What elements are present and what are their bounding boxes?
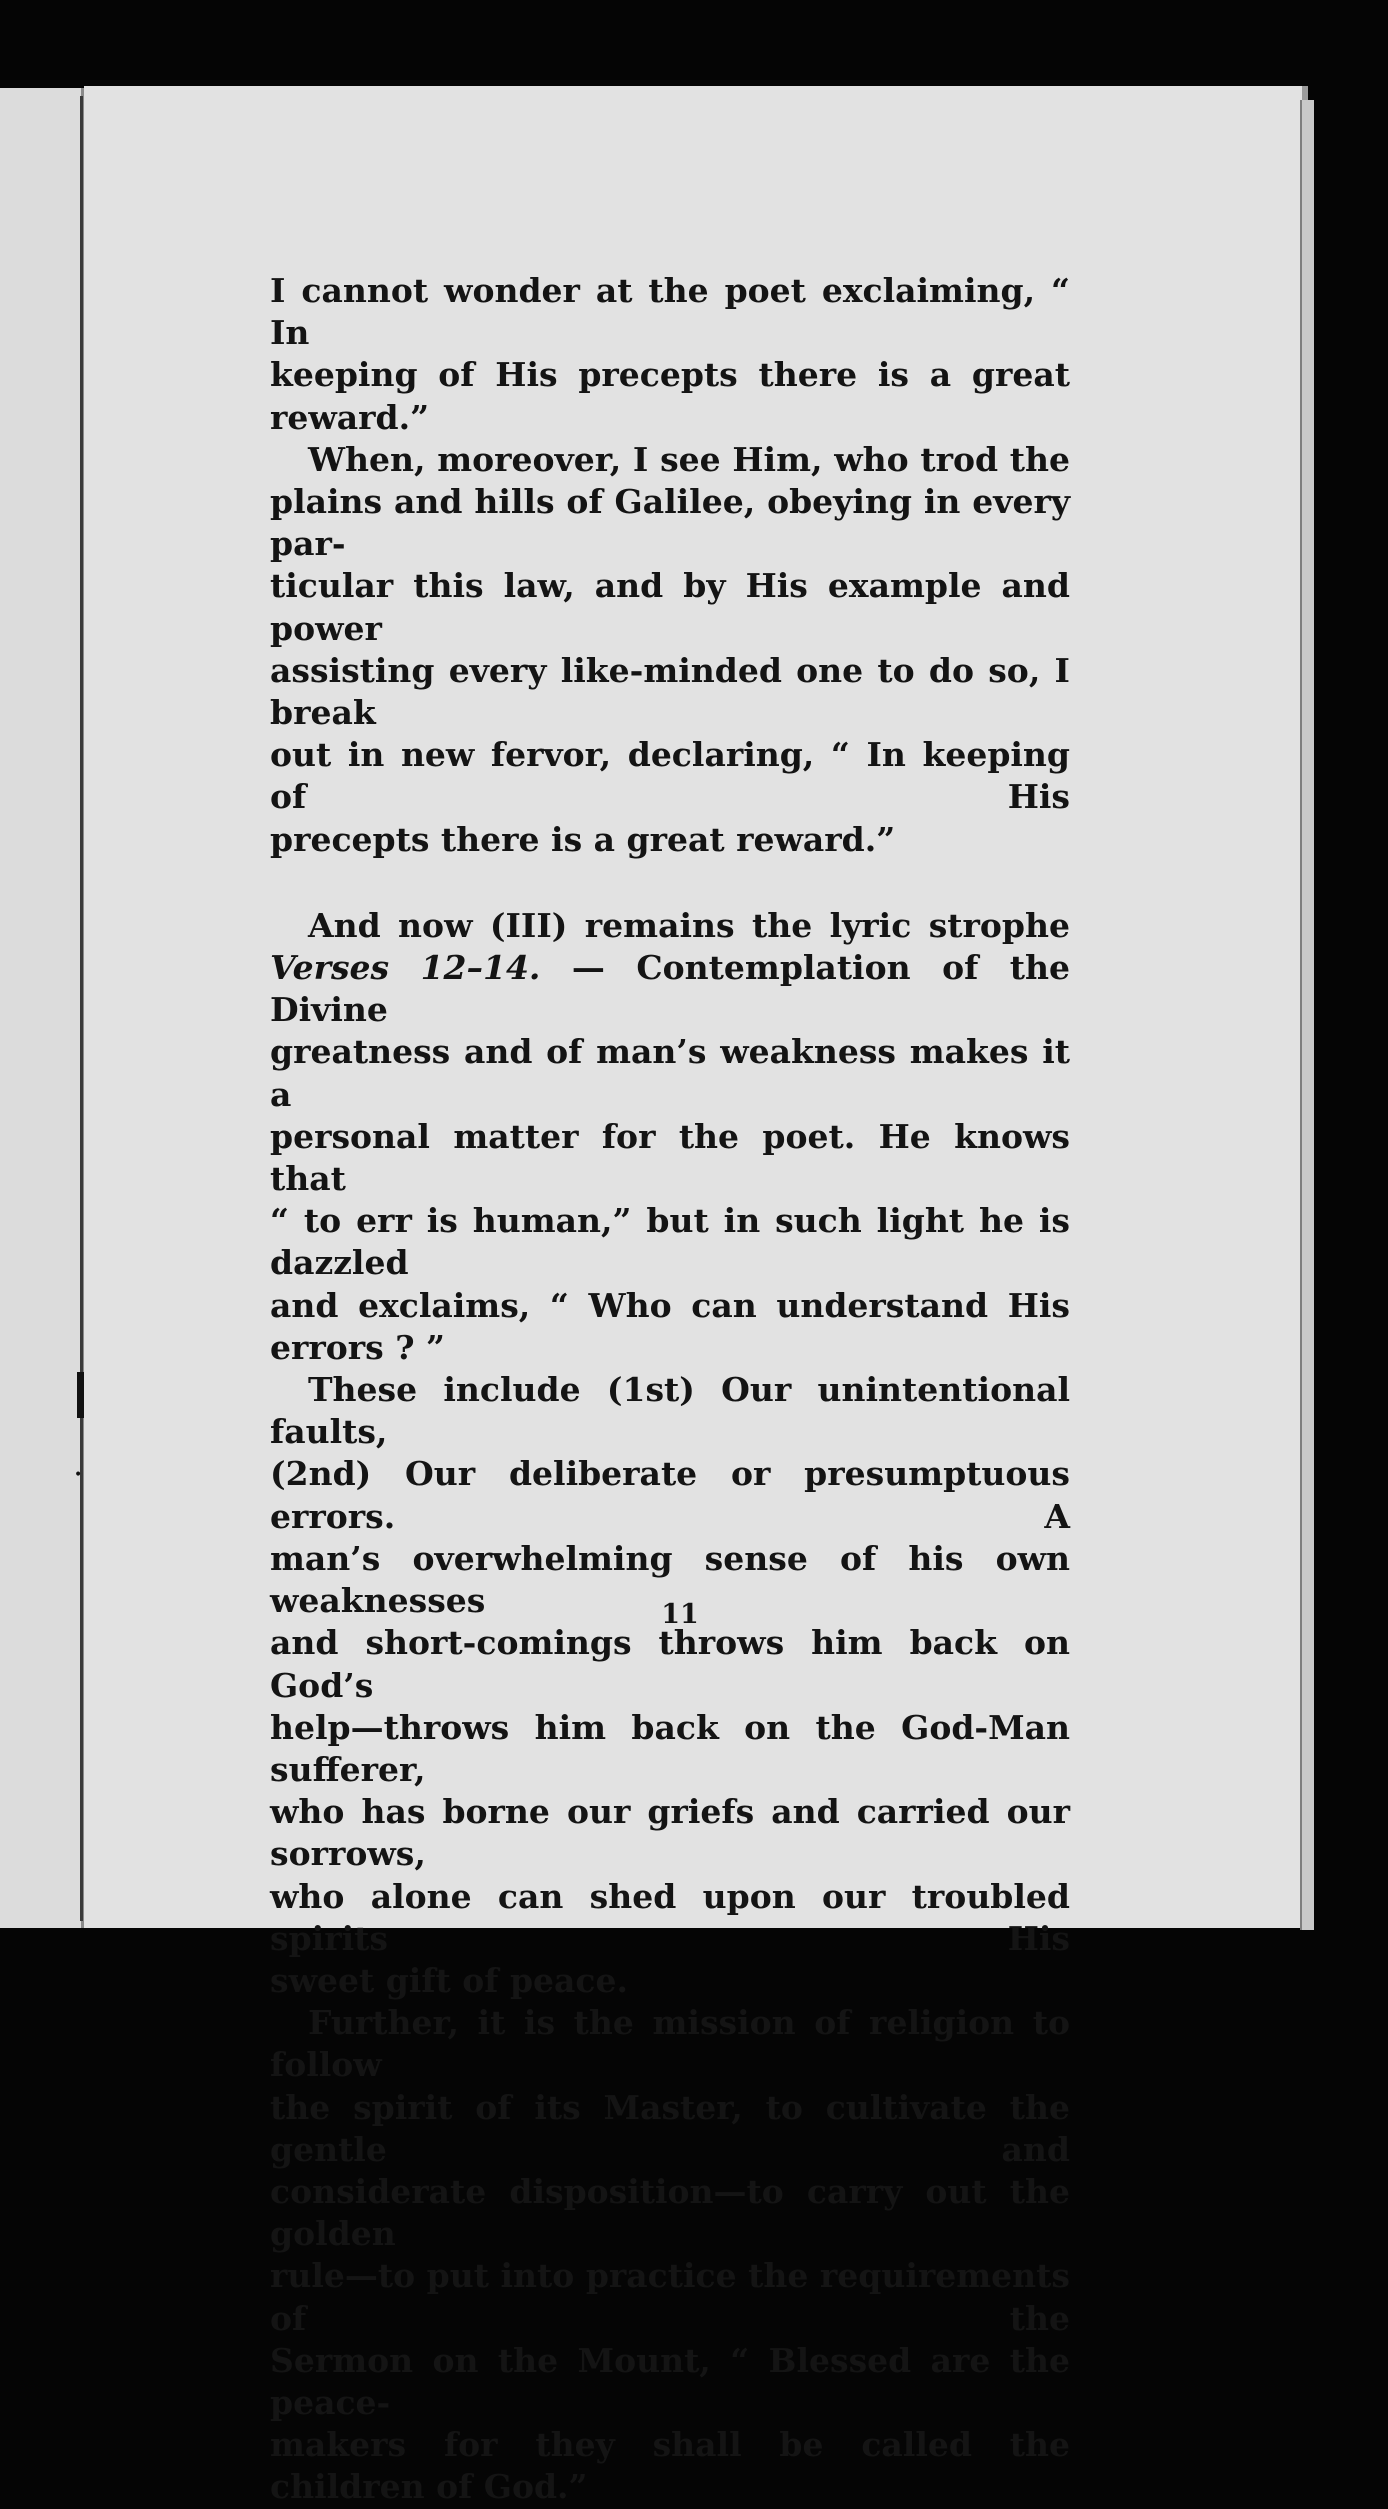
text-line: assisting every like-minded one to do so, I break (270, 650, 1070, 733)
text-line: man’s overwhelming sense of his own weaknesses (270, 1538, 1070, 1621)
text-line: and exclaims, “ Who can understand His (270, 1285, 1070, 1325)
text-line: errors ? ” (270, 1327, 446, 1367)
text-line: the spirit of its Master, to cultivate the gentle and (270, 2087, 1070, 2169)
paragraph-3 (270, 905, 1070, 1369)
text-line: Sermon on the Mount, “ Blessed are the peace- (270, 2340, 1070, 2422)
text-line: “ to err is human,” but in such light he is dazzled (270, 1201, 1070, 1283)
text-line: ticular this law, and by His example and power (270, 566, 1070, 648)
gutter-ink-speck: • (74, 1467, 83, 1483)
text-line: considerate disposition—to carry out the golden (270, 2171, 1070, 2254)
binding-gutter (80, 96, 83, 1921)
text-line: When, moreover, I see Him, who trod the (308, 439, 1070, 479)
paragraph-4 (270, 1369, 1070, 2002)
text-line: Further, it is the mission of religion to follow (270, 2003, 1070, 2085)
section-gap (270, 861, 1070, 905)
text-line: precepts there is a great reward.” (270, 819, 896, 859)
text-line: keeping of His precepts there is a great (270, 355, 1070, 395)
text-line (270, 947, 1070, 1031)
text-line: and short-comings throws him back on God’s (270, 1623, 1070, 1705)
text-line: makers for they shall be called the children of God.” (270, 2425, 1070, 2507)
text-line: plains and hills of Galilee, obeying in every par- (270, 482, 1070, 564)
text-line: who alone can shed upon our troubled spirits His (270, 1876, 1070, 1958)
left-page-edge (0, 88, 84, 1928)
text-line: These include (1st) Our unintentional faults, (270, 1370, 1070, 1452)
page-text (270, 270, 1070, 2509)
paragraph-2 (270, 439, 1070, 861)
text-line: out in new fervor, declaring, “ In keeping of His (270, 735, 1070, 817)
text-line: reward.” (270, 397, 430, 437)
text-line: I cannot wonder at the poet exclaiming, “ In (270, 271, 1070, 353)
text-line: sweet gift of peace. (270, 1960, 628, 2000)
text-line: who has borne our griefs and carried our sorrows, (270, 1792, 1070, 1874)
text-line: help—throws him back on the God-Man sufferer, (270, 1707, 1070, 1789)
text-line: (2nd) Our deliberate or presumptuous errors. A (270, 1454, 1070, 1536)
text-fragment: — Contemplation of the Divine (270, 948, 1070, 1030)
text-line: personal matter for the poet. He knows that (270, 1116, 1070, 1199)
page-number: 11 (661, 1599, 699, 1630)
text-line: greatness and of man’s weakness makes it a (270, 1032, 1070, 1114)
verse-reference: Verses 12–14. (270, 948, 541, 988)
page-right-edge (1300, 100, 1314, 1930)
paragraph-5 (270, 2002, 1070, 2508)
text-line: And now (III) remains the lyric strophe (308, 905, 1070, 945)
paragraph-1 (270, 270, 1070, 439)
text-line: rule—to put into practice the requirements of the (270, 2256, 1070, 2338)
